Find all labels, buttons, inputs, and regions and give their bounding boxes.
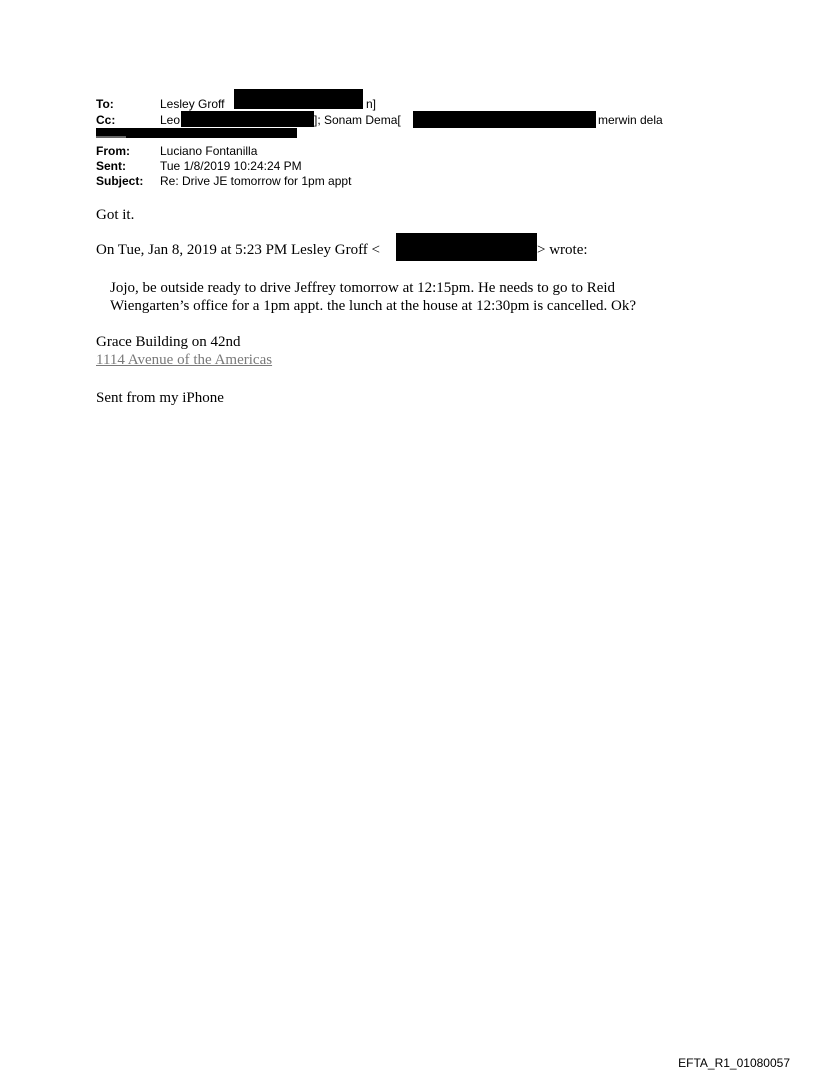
signature-text: Sent from my iPhone <box>96 390 224 406</box>
sent-value: Tue 1/8/2019 10:24:24 PM <box>160 159 302 173</box>
redaction-box <box>396 233 537 261</box>
to-label: To: <box>96 97 114 111</box>
to-name: Lesley Groff <box>160 97 225 111</box>
cc-part3: merwin dela <box>598 113 663 127</box>
redaction-box <box>234 89 363 109</box>
from-label: From: <box>96 144 130 158</box>
sent-label: Sent: <box>96 159 126 173</box>
from-value: Luciano Fontanilla <box>160 144 258 158</box>
to-tail: n] <box>366 97 377 111</box>
cc-part2: ]; Sonam Dema[ <box>314 113 401 127</box>
document-id: EFTA_R1_01080057 <box>678 1056 790 1070</box>
subject-label: Subject: <box>96 174 144 188</box>
from-row <box>96 144 396 158</box>
quote-intro-after: > wrote: <box>537 242 588 258</box>
sent-row <box>96 159 396 173</box>
address-link[interactable]: 1114 Avenue of the Americas <box>96 352 273 368</box>
redaction-box <box>413 111 596 128</box>
quoted-line-2: Wiengarten’s office for a 1pm appt. the lunch at the house at 12:30pm is cancelled. Ok? <box>110 298 637 314</box>
location-line: Grace Building on 42nd <box>96 334 241 350</box>
obscured-text-fragment <box>96 136 126 138</box>
cc-part1: Leo <box>160 113 181 127</box>
reply-text: Got it. <box>96 207 135 223</box>
subject-row <box>96 174 496 188</box>
quoted-line-1: Jojo, be outside ready to drive Jeffrey tomorrow at 12:15pm. He needs to go to Reid <box>110 280 616 296</box>
subject-value: Re: Drive JE tomorrow for 1pm appt <box>160 174 352 188</box>
quote-intro-before: On Tue, Jan 8, 2019 at 5:23 PM Lesley Groff < <box>96 242 381 258</box>
redaction-box <box>181 111 314 127</box>
cc-label: Cc: <box>96 113 116 127</box>
redaction-box <box>96 128 297 138</box>
